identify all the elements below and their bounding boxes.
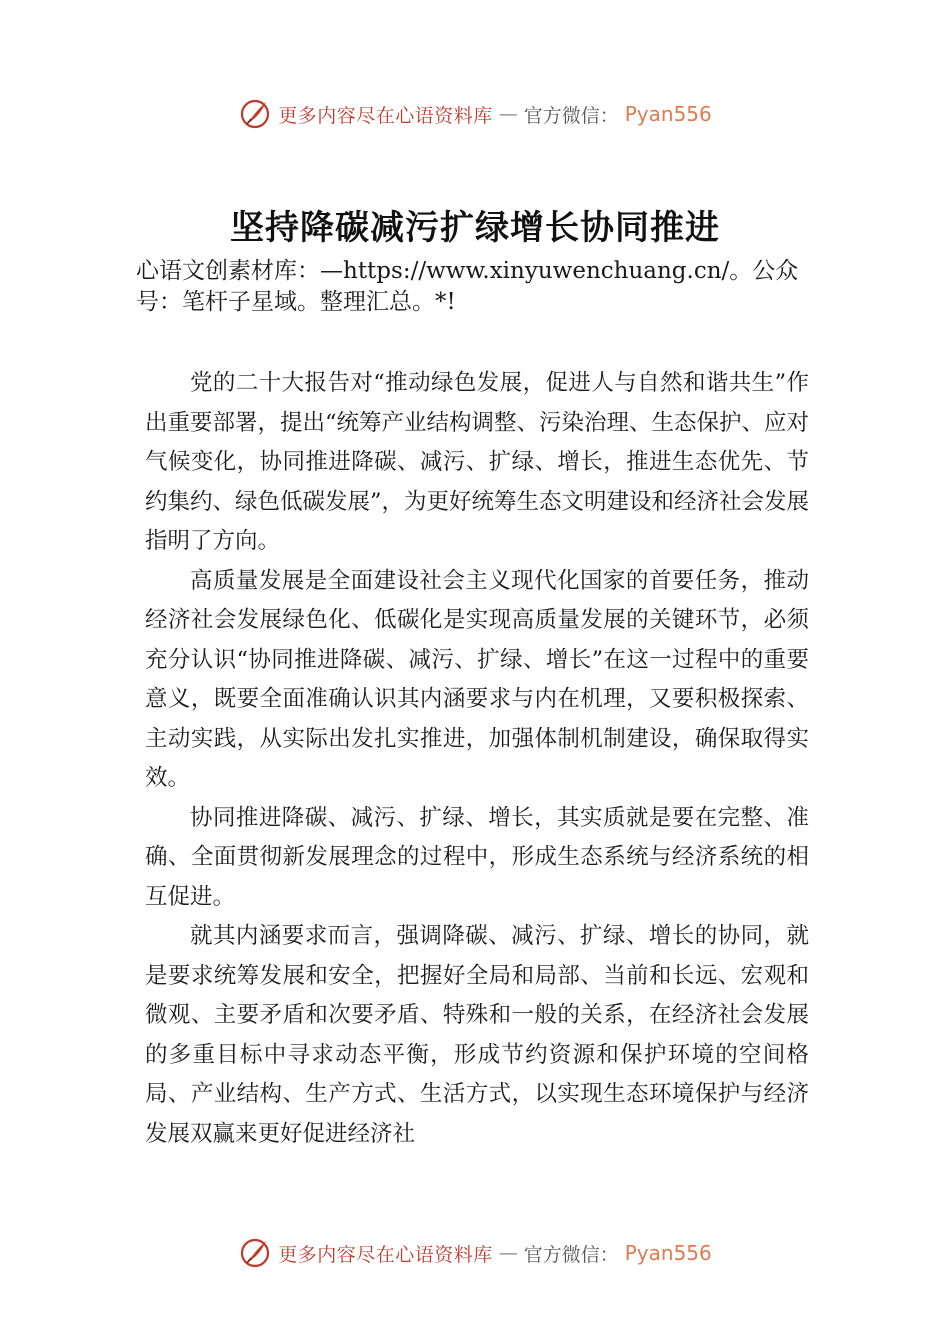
document-title: 坚持降碳减污扩绿增长协同推进: [230, 208, 720, 248]
wechat-label: 官方微信：: [523, 1243, 619, 1266]
source-line: 心语文创素材库：—https://www.xinyuwenchuang.cn/。公众号：笔杆子星域。整理汇总。*!: [136, 258, 799, 315]
quill-logo-icon: [238, 97, 272, 131]
article-body: [145, 364, 809, 1154]
wechat-id: Pyan556: [624, 1241, 712, 1265]
promo-text: 更多内容尽在心语资料库: [278, 104, 493, 127]
banner-separator: —: [498, 1242, 518, 1264]
wechat-label: 官方微信：: [523, 104, 619, 127]
paragraph: 协同推进降碳、减污、扩绿、增长，其实质就是要在完整、准确、全面贯彻新发展理念的过程中，形成生态系统与经济系统的相互促进。: [145, 804, 809, 910]
paragraph: 就其内涵要求而言，强调降碳、减污、扩绿、增长的协同，就是要求统筹发展和安全，把握好全局和局部、当前和长远、宏观和微观、主要矛盾和次要矛盾、特殊和一般的关系，在经济社会发展的多重目标中寻求动态平衡，形成节约资源和保护环境的空间格局、产业结构、生产方式、生活方式，以实现生态环境保护与经济发展双赢来更好促进经济社: [145, 923, 809, 1147]
banner-separator: —: [498, 103, 518, 125]
footer-banner: [0, 1233, 950, 1273]
header-banner: [0, 94, 950, 134]
wechat-id: Pyan556: [624, 102, 712, 126]
paragraph: 高质量发展是全面建设社会主义现代化国家的首要任务，推动经济社会发展绿色化、低碳化是实现高质量发展的关键环节，必须充分认识“协同推进降碳、减污、扩绿、增长”在这一过程中的重要意义，既要全面准确认识其内涵要求与内在机理，又要积极探索、主动实践，从实际出发扎实推进，加强体制机制建设，确保取得实效。: [145, 567, 809, 791]
quill-logo-icon: [238, 1236, 272, 1270]
promo-text: 更多内容尽在心语资料库: [278, 1243, 493, 1266]
paragraph: 党的二十大报告对“推动绿色发展，促进人与自然和谐共生”作出重要部署，提出“统筹产业结构调整、污染治理、生态保护、应对气候变化，协同推进降碳、减污、扩绿、增长，推进生态优先、节约集约、绿色低碳发展”，为更好统筹生态文明建设和经济社会发展指明了方向。: [145, 370, 810, 554]
